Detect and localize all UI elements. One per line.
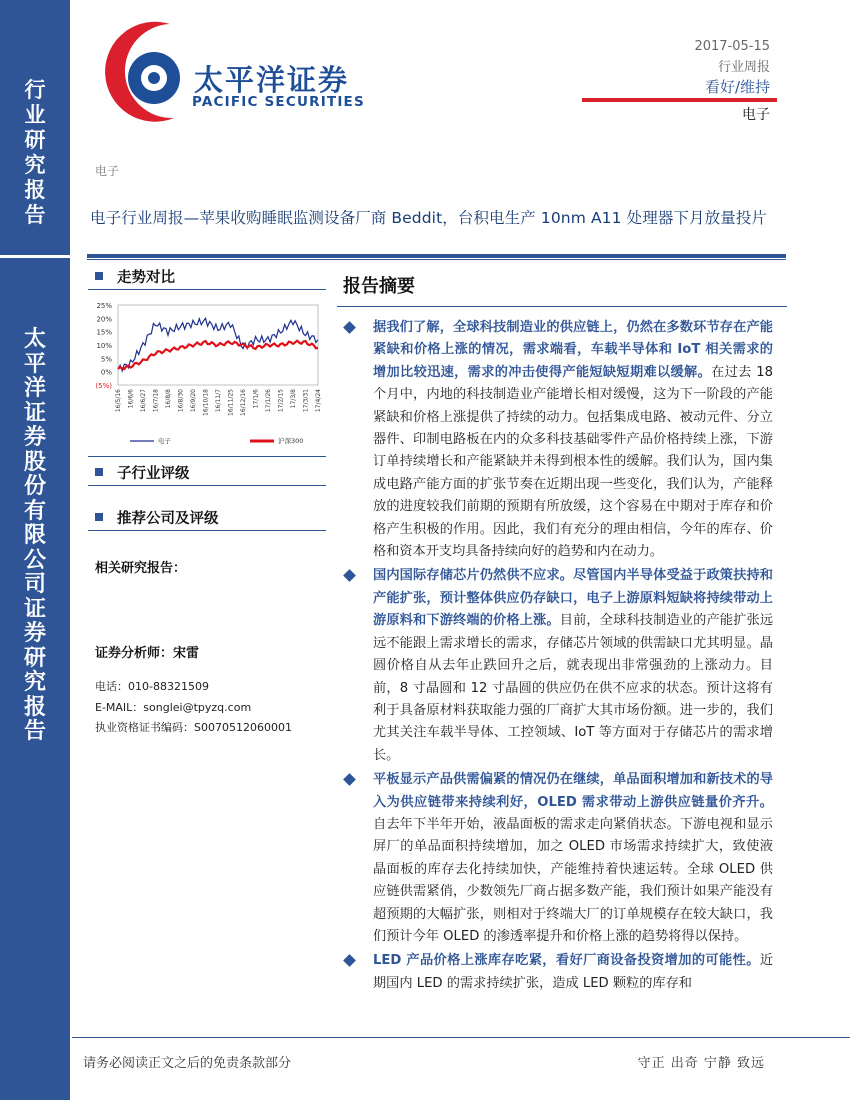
- sidebar-char: 证: [23, 400, 46, 426]
- diamond-bullet-icon: [343, 321, 356, 334]
- sidebar-char: 股: [23, 449, 46, 475]
- logo-english-name: PACIFIC SECURITIES: [192, 94, 365, 110]
- summary-bullet: [343, 317, 773, 563]
- sidebar-char: 究: [23, 670, 46, 695]
- rating-underline: [582, 98, 777, 102]
- bullet-highlight: 国内国际存储芯片仍然供不应求。尽管国内半导体受益于政策扶持和产能扩张，预计整体供应仍存缺口，电子上游原料短缺将持续带动上游原料和下游终端的价格上涨。: [373, 568, 773, 629]
- legend-label: 电子: [158, 437, 171, 445]
- y-tick-label: 15%: [96, 328, 112, 337]
- trend-chart: [90, 295, 330, 455]
- bullet-text: 自去年下半年开始，液晶面板的需求走向紧俏状态。下游电视和显示屏厂的单品面积持续增加，加之 OLED 市场需求持续扩大，致使液晶面板的库存去化持续加快，产能维持着快速运转。全球 OLED 供应链供需紧俏，少数领先厂商占据多数产能，我们预计如果产能没有超预期的大幅扩张，则相对于终端大厂的订单规模存在较大缺口，我们预计今年 OLED 的渗透率提升和价格上涨的趋势将得以保持。: [373, 816, 773, 944]
- sidebar-char: 券: [23, 621, 46, 646]
- industry-rating: 看好/维持: [704, 78, 770, 96]
- analyst-email: E-MAIL：songlei@tpyzq.com: [95, 701, 252, 714]
- x-tick-label: 16/6/6: [127, 389, 135, 409]
- x-tick-label: 16/5/16: [115, 389, 122, 413]
- analyst-license: 执业资格证书编码：S0070512060001: [95, 721, 292, 734]
- x-tick-label: 17/3/8: [290, 389, 297, 409]
- chart-bottom-rule: [88, 456, 326, 457]
- sidebar-char: 份: [23, 474, 46, 499]
- related-reports-label: 相关研究报告：: [95, 561, 187, 576]
- industry-label: 电子: [742, 107, 770, 123]
- sidebar-char: 报: [24, 178, 46, 202]
- report-title: 电子行业周报—苹果收购睡眠监测设备厂商 Beddit，台积电生产 10nm A11 处理器下月放量投片: [90, 209, 768, 227]
- y-tick-label: 25%: [96, 302, 112, 310]
- sidebar-top: [0, 0, 70, 255]
- sidebar-char: 平: [23, 351, 46, 377]
- x-tick-label: 16/7/18: [152, 389, 160, 413]
- y-tick-label: 5%: [100, 355, 112, 364]
- x-tick-label: 17/1/26: [265, 389, 272, 413]
- x-tick-label: 16/6/27: [140, 389, 147, 413]
- sidebar-top-text: [0, 0, 70, 228]
- x-tick-label: 16/11/25: [227, 389, 235, 416]
- sidebar-char: 太: [23, 327, 46, 352]
- square-bullet-icon: [95, 513, 103, 521]
- report-type: 行业周报: [717, 60, 770, 75]
- logo-chinese-name: 太平洋证券: [194, 63, 350, 97]
- sidebar-char: 究: [24, 153, 46, 177]
- title-divider: [87, 254, 786, 258]
- analyst-phone: 电话：010-88321509: [95, 680, 209, 693]
- y-tick-label: 10%: [96, 342, 112, 350]
- company-logo: [92, 18, 372, 128]
- recommend-heading: 推荐公司及评级: [95, 507, 219, 528]
- bullet-text: 在过去 18 个月中，内地的科技制造业产能增长相对缓慢，这为下一阶段的产能紧缺和价格上涨提供了持续的动力。包括集成电路、被动元件、分立器件、印制电路板在内的众多科技基础零件产品价格持续上涨，下游订单持续增长和产能紧缺并未得到根本性的缓解。我们认为，国内集成电路产能方面的扩张节奏在近期出现一些变化，我们认为，产能释放的进度较我们前期的预期有所放缓，这个容易在中期对于库存和价格产生积极的作用。因此，我们有充分的理由相信，今年的库存、价格和资本开支均具备持续向好的趋势和内在动力。: [373, 364, 773, 560]
- report-meta: [694, 36, 770, 78]
- x-tick-label: 16/10/18: [202, 389, 210, 416]
- summary-bullet: [343, 769, 773, 948]
- sidebar-char: 限: [23, 523, 46, 548]
- bullet-text: 近期国内 LED 的需求持续扩张，造成 LED 颗粒的库存和: [373, 953, 773, 991]
- x-tick-label: 16/11/7: [215, 389, 222, 413]
- sidebar-char: 公: [23, 547, 46, 573]
- sidebar-bottom-text: [0, 258, 70, 745]
- y-tick-label: 0%: [100, 368, 112, 377]
- sidebar-char: 研: [23, 645, 46, 671]
- x-tick-label: 16/8/8: [165, 389, 172, 409]
- series-line-1: [118, 341, 318, 369]
- x-tick-label: 17/2/15: [277, 389, 285, 413]
- sidebar-char: 告: [23, 719, 46, 744]
- sidebar-char: 有: [23, 498, 46, 524]
- square-bullet-icon: [95, 272, 103, 280]
- report-date: 2017-05-15: [694, 39, 770, 54]
- summary-rule: [337, 306, 787, 307]
- footer-motto: 守正 出奇 宁静 致远: [637, 1056, 765, 1071]
- square-bullet-icon: [95, 468, 103, 476]
- legend-label: 沪深300: [278, 437, 304, 445]
- sidebar-char: 报: [23, 694, 46, 720]
- bullet-highlight: 平板显示产品供需偏紧的情况仍在继续，单品面积增加和新技术的导入为供应链带来持续利好，OLED 需求带动上游供应链量价齐升。: [373, 772, 773, 810]
- x-tick-label: 17/4/24: [315, 389, 322, 413]
- x-tick-label: 17/1/6: [252, 389, 260, 409]
- trend-chart-svg: [90, 295, 330, 455]
- diamond-bullet-icon: [343, 955, 356, 968]
- sidebar-char: 司: [23, 572, 46, 597]
- sidebar-char: 券: [23, 425, 46, 450]
- footer-rule: [72, 1037, 850, 1038]
- y-tick-label: (5%): [95, 382, 112, 390]
- analyst-name: 证券分析师：宋雷: [95, 646, 200, 661]
- trend-rule: [88, 289, 326, 290]
- diamond-bullet-icon: [343, 570, 356, 583]
- x-tick-label: 16/12/16: [240, 389, 247, 416]
- bullet-highlight: LED 产品价格上涨库存吃紧，看好厂商设备投资增加的可能性。: [373, 953, 760, 969]
- x-tick-label: 17/3/31: [302, 389, 310, 413]
- x-tick-label: 16/8/30: [177, 389, 185, 413]
- summary-bullet: [343, 565, 773, 767]
- recommend-rule: [88, 530, 326, 531]
- title-divider-thin: [87, 259, 786, 260]
- sidebar-char: 行: [24, 78, 46, 102]
- sub-industry-heading: 子行业评级: [95, 462, 190, 483]
- sector-tag: 电子: [95, 164, 120, 178]
- logo-emblem-icon: [92, 18, 192, 128]
- sidebar-char: 研: [24, 128, 46, 152]
- sidebar-char: 洋: [23, 376, 46, 401]
- y-tick-label: 20%: [96, 315, 112, 324]
- summary-title: 报告摘要: [343, 276, 415, 297]
- summary-bullet: [343, 950, 773, 995]
- sidebar-char: 证: [23, 596, 46, 622]
- bullet-text: 目前，全球科技制造业的产能扩张远远不能跟上需求增长的需求，存储芯片领域的供需缺口尤其明显。晶圆价格自从去年止跌回升之后，就表现出非常强劲的上涨动力。目前，8 寸晶圆和 12 寸晶圆的供应仍在供不应求的状态。预计这将有利于具备原材料获取能力强的厂商扩大其市场份额。进一步的，我们尤其关注车载半导体、工控领域、IoT 等方面对于存储芯片的需求增长。: [373, 613, 774, 763]
- footer-disclaimer: 请务必阅读正文之后的免责条款部分: [83, 1056, 292, 1071]
- sidebar-char: 告: [24, 203, 46, 227]
- trend-heading: 走势对比: [95, 266, 175, 287]
- sub-industry-rule: [88, 485, 326, 486]
- summary-bullets: [343, 317, 773, 997]
- sidebar-char: 业: [24, 103, 46, 127]
- sidebar-bottom: [0, 258, 70, 1100]
- diamond-bullet-icon: [343, 773, 356, 786]
- x-tick-label: 16/9/20: [190, 389, 197, 413]
- bullet-highlight: 据我们了解，全球科技制造业的供应链上，仍然在多数环节存在产能紧缺和价格上涨的情况，需求端看，车载半导体和 IoT 相关需求的增加比较迅速，需求的冲击使得产能短缺短期难以缓解。: [373, 320, 773, 380]
